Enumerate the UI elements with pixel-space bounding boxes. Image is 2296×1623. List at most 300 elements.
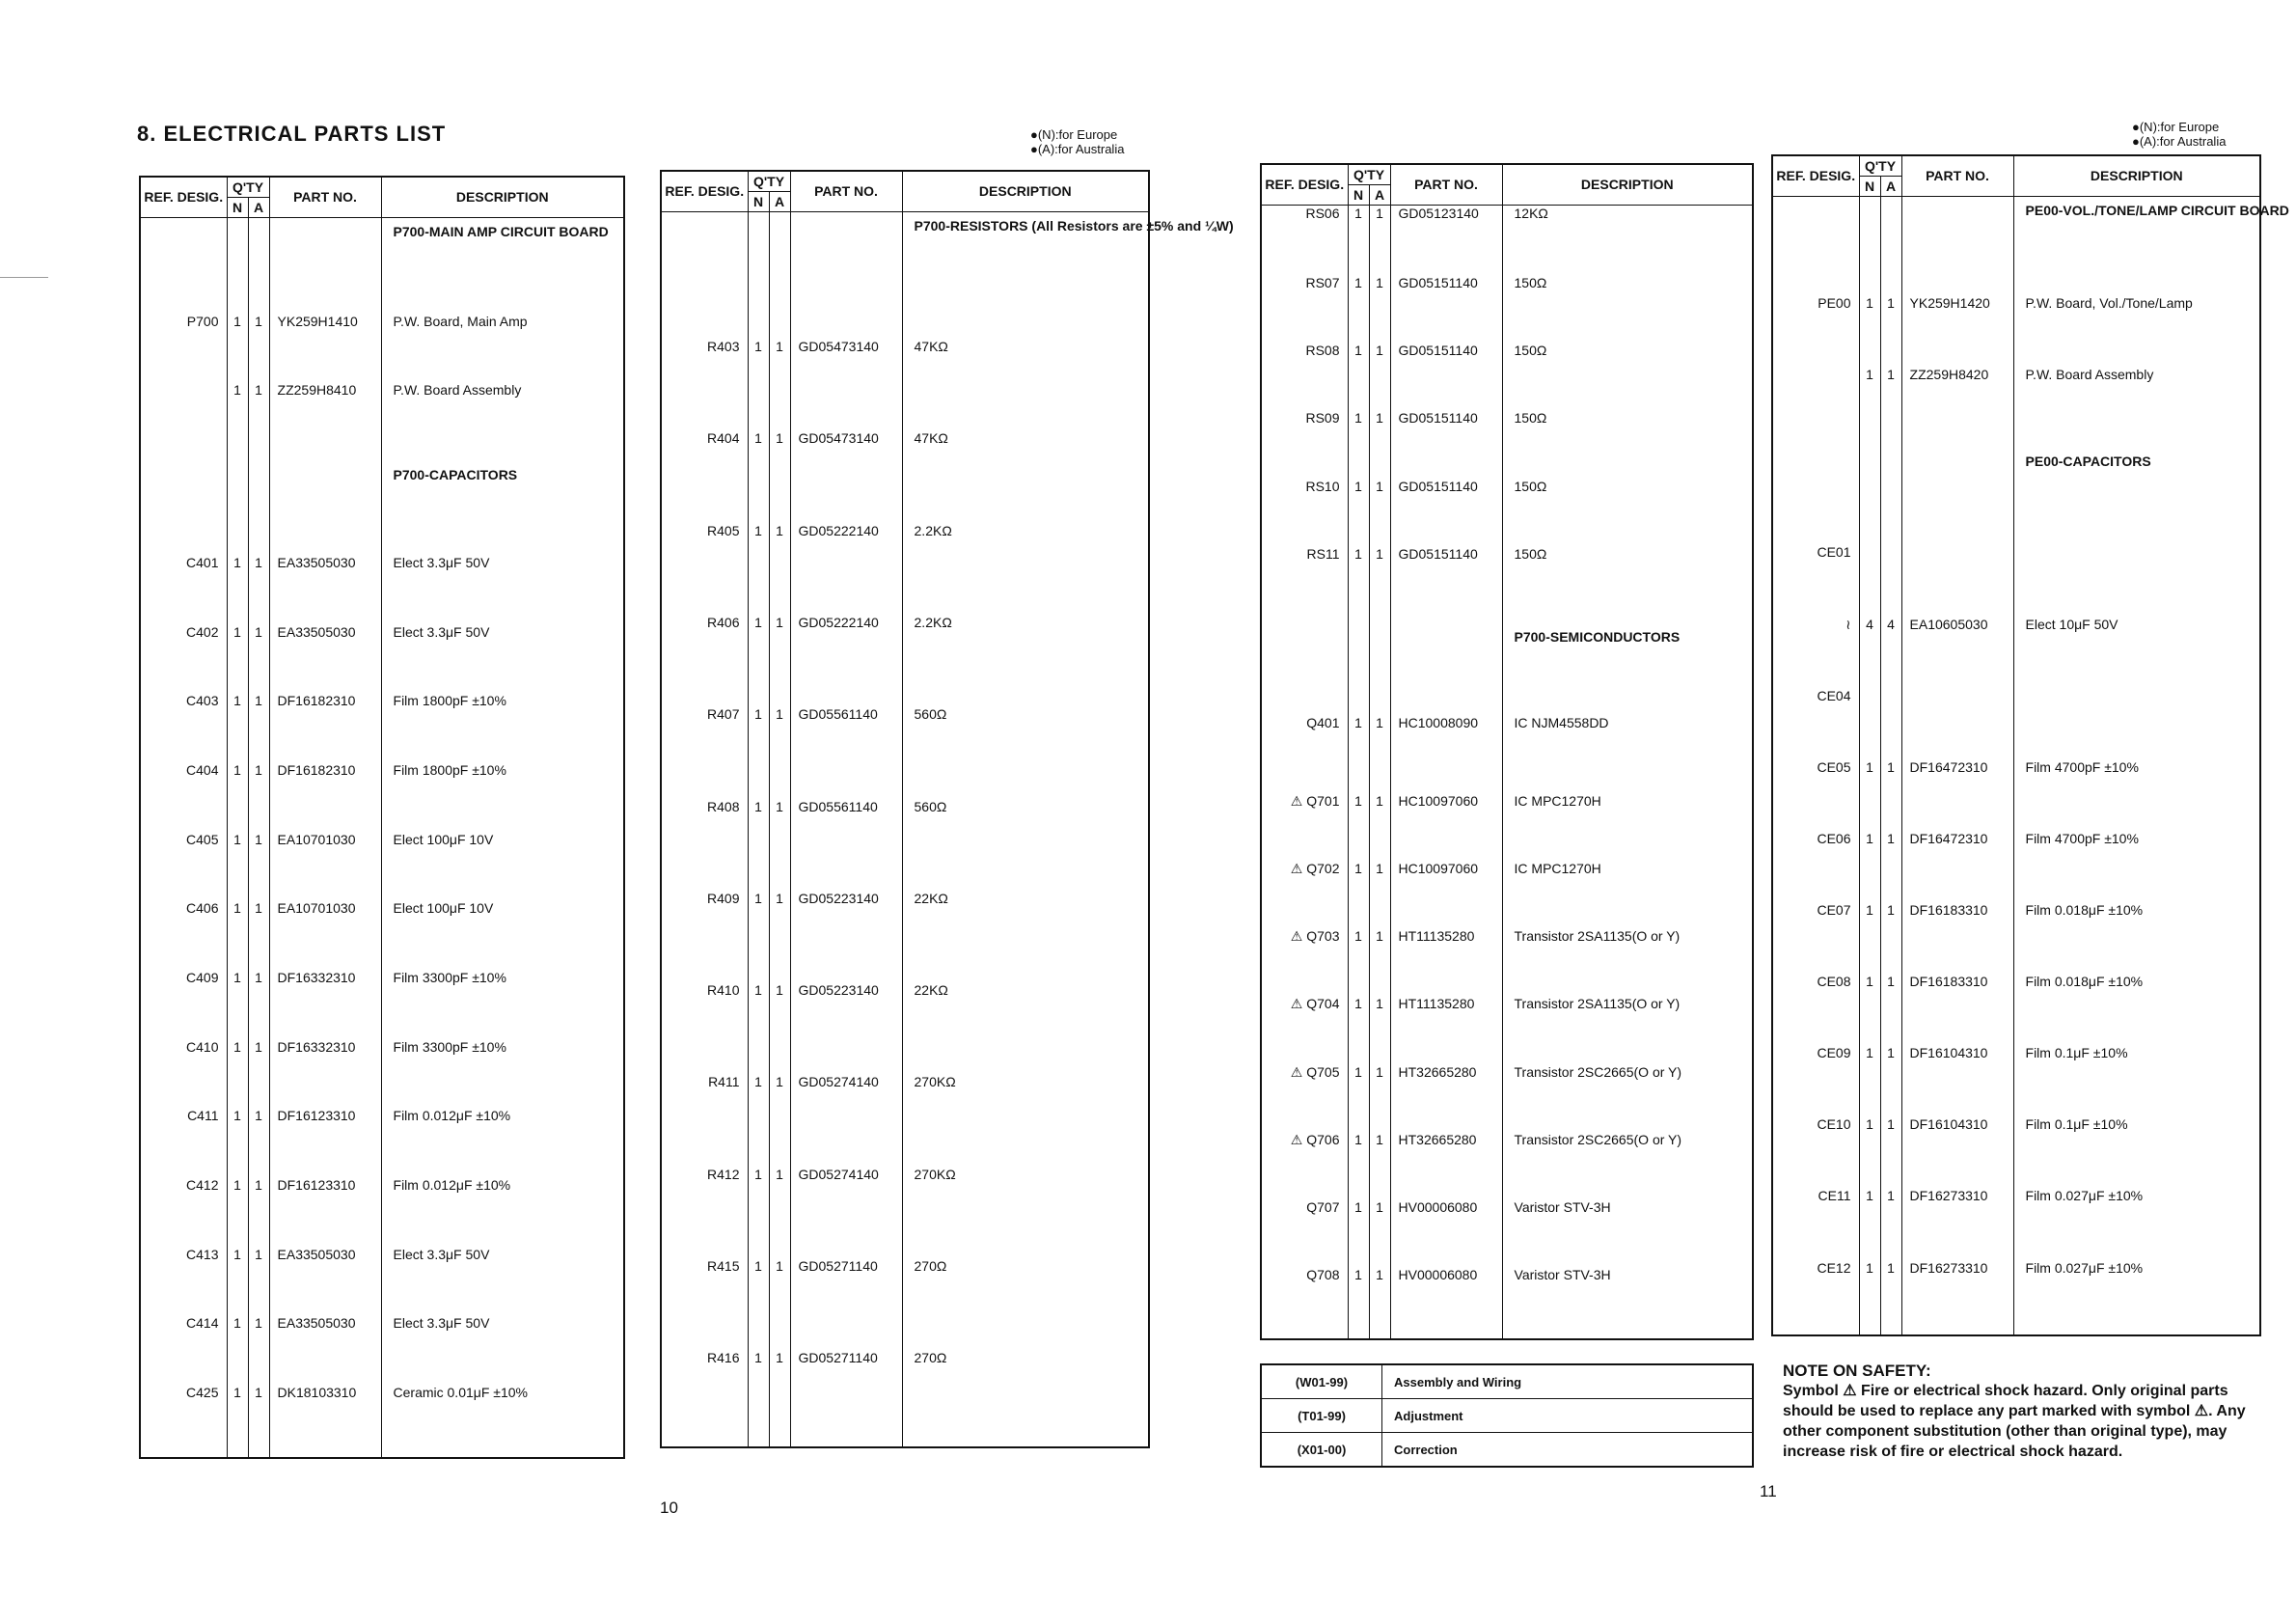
qty-n	[1859, 544, 1880, 616]
qty-a: 1	[248, 1108, 269, 1177]
table-row	[661, 1167, 1149, 1258]
filler-cell	[902, 1442, 1149, 1447]
qty-a: 1	[248, 314, 269, 383]
qty-a: 1	[1369, 1199, 1390, 1267]
ref-designator: ⚠ Q701	[1290, 792, 1340, 809]
table-row	[661, 615, 1149, 706]
ref-designator: CE11	[1818, 1188, 1851, 1204]
qty-a: 1	[248, 900, 269, 970]
ref-designator: C412	[186, 1176, 219, 1193]
description	[2013, 438, 2260, 448]
part-number: GD05151140	[1390, 275, 1502, 343]
ref-designator: R412	[707, 1166, 740, 1182]
part-number: DF16123310	[269, 1177, 381, 1247]
description: P700-SEMICONDUCTORS	[1502, 623, 1753, 715]
qty-n: 1	[1859, 974, 1880, 1045]
ref-designator: P700	[186, 313, 219, 329]
revision-label: Correction	[1382, 1433, 1754, 1468]
ref-designator: Q401	[1306, 715, 1340, 731]
table-row	[140, 1385, 624, 1454]
header-qty: Q'TY	[1859, 155, 1901, 177]
qty-a: 1	[769, 1074, 790, 1166]
filler-cell	[269, 1454, 381, 1458]
qty-n: 1	[227, 1315, 248, 1385]
part-number: HC10008090	[1390, 715, 1502, 783]
ref-designator: RS06	[1305, 206, 1340, 221]
table-row	[140, 1247, 624, 1316]
table-row	[140, 970, 624, 1039]
page-title: 8. ELECTRICAL PARTS LIST	[137, 122, 447, 146]
description: Transistor 2SA1135(O or Y)	[1502, 928, 1753, 996]
description	[1502, 784, 1753, 793]
header-desc: DESCRIPTION	[1502, 164, 1753, 206]
safety-text: Symbol ⚠ Fire or electrical shock hazard. Only original parts should be used to replace any part marked with symbol ⚠. Any other component substitution (other than original type), may increase risk of fire or electrical shock hazard.	[1783, 1383, 2246, 1460]
table-row	[1772, 974, 2260, 1045]
header-a: A	[769, 192, 790, 212]
description: 560Ω	[902, 706, 1149, 798]
header-a: A	[248, 198, 269, 218]
qty-a: 1	[248, 382, 269, 452]
part-number: GD05561140	[790, 799, 902, 891]
table-row	[1772, 1045, 2260, 1116]
description: 2.2KΩ	[902, 523, 1149, 615]
part-number: GD05223140	[790, 891, 902, 982]
description: 150Ω	[1502, 479, 1753, 546]
part-number: GD05271140	[790, 1258, 902, 1350]
qty-a: 1	[248, 832, 269, 901]
part-number: DF16332310	[269, 1039, 381, 1109]
ref-designator: CE09	[1817, 1045, 1851, 1061]
description: Varistor STV-3H	[1502, 1267, 1753, 1334]
qty-a	[1369, 614, 1390, 623]
description: Film 0.1μF ±10%	[2013, 1116, 2260, 1188]
qty-a: 1	[248, 555, 269, 624]
ref-designator: R409	[707, 890, 740, 906]
qty-a: 1	[1880, 831, 1901, 902]
table-row	[661, 799, 1149, 891]
qty-a: 1	[769, 1350, 790, 1442]
ref-designator: R408	[707, 798, 740, 814]
header-a: A	[1369, 185, 1390, 206]
table-row	[1261, 410, 1753, 478]
qty-a	[1369, 623, 1390, 715]
qty-a: 1	[769, 982, 790, 1074]
part-number: HC10097060	[1390, 793, 1502, 861]
table-filler	[1772, 1332, 2260, 1335]
revision-code: (T01-99)	[1261, 1399, 1382, 1433]
qty-n: 1	[748, 799, 769, 891]
table-row	[140, 314, 624, 383]
parts-table	[139, 176, 625, 1459]
ref-designator: Q707	[1306, 1199, 1340, 1216]
part-number: HV00006080	[1390, 1199, 1502, 1267]
part-number: GD05473140	[790, 339, 902, 430]
revision-code: (W01-99)	[1261, 1364, 1382, 1399]
part-number: DK18103310	[269, 1385, 381, 1454]
ref-designator	[1772, 367, 1859, 438]
description	[1502, 614, 1753, 623]
part-number	[1901, 544, 2013, 616]
filler-cell	[140, 1454, 227, 1458]
ref-designator	[1772, 197, 1859, 295]
ref-designator: ⚠ Q704	[1290, 996, 1340, 1012]
qty-n: 1	[1348, 275, 1369, 343]
safety-heading: NOTE ON SAFETY:	[1783, 1362, 1931, 1380]
revision-label: Adjustment	[1382, 1399, 1754, 1433]
qty-a: 1	[248, 1247, 269, 1316]
qty-n: 1	[1859, 831, 1880, 902]
qty-n: 1	[1348, 546, 1369, 614]
ref-designator: C410	[186, 1038, 219, 1055]
qty-a: 1	[248, 1039, 269, 1109]
qty-n: 1	[748, 1167, 769, 1258]
filler-cell	[381, 1454, 624, 1458]
header-ref: REF. DESIG.	[1772, 155, 1859, 197]
qty-a: 1	[248, 1177, 269, 1247]
qty-n: 1	[1348, 410, 1369, 478]
description: Film 4700pF ±10%	[2013, 759, 2260, 831]
ref-designator: RS11	[1306, 545, 1340, 562]
description: Elect 100μF 10V	[381, 900, 624, 970]
table-row	[1772, 759, 2260, 831]
part-number	[1390, 784, 1502, 793]
description: 22KΩ	[902, 982, 1149, 1074]
part-number: YK259H1410	[269, 314, 381, 383]
description: 12KΩ	[1502, 206, 1753, 275]
table-header-row	[1261, 164, 1753, 185]
section-heading-row	[140, 218, 624, 314]
description: Film 1800pF ±10%	[381, 762, 624, 832]
section-heading-row	[140, 461, 624, 555]
description: P.W. Board, Vol./Tone/Lamp	[2013, 295, 2260, 367]
qty-a: 1	[769, 799, 790, 891]
page-number-right: 11	[1760, 1482, 1777, 1500]
qty-n: 1	[748, 1258, 769, 1350]
revision-legend	[1260, 1363, 1754, 1468]
filler-cell	[661, 1442, 748, 1447]
table-row	[1772, 367, 2260, 438]
ref-designator	[140, 452, 227, 461]
qty-n: 1	[748, 523, 769, 615]
description: Film 0.1μF ±10%	[2013, 1045, 2260, 1116]
ref-designator: ⚠ Q702	[1290, 860, 1340, 876]
description: 22KΩ	[902, 891, 1149, 982]
row-gap	[140, 452, 624, 461]
part-number: DF16472310	[1901, 831, 2013, 902]
page-number-left: 10	[660, 1499, 678, 1517]
description: Elect 3.3μF 50V	[381, 1315, 624, 1385]
qty-n	[1348, 623, 1369, 715]
ref-designator: C414	[186, 1315, 219, 1332]
qty-a: 1	[248, 970, 269, 1039]
qty-n: 1	[1859, 759, 1880, 831]
table-row	[1261, 546, 1753, 614]
header-part: PART NO.	[790, 171, 902, 212]
part-number: GD05151140	[1390, 546, 1502, 614]
parts-table	[1260, 163, 1754, 1340]
qty-n: 1	[748, 891, 769, 982]
qty-n: 1	[1859, 902, 1880, 974]
table-row	[1772, 295, 2260, 367]
table-row	[140, 762, 624, 832]
description: P700-RESISTORS (All Resistors are ±5% and ¼W)	[902, 212, 1149, 340]
ref-designator: C405	[186, 831, 219, 847]
part-number: DF16332310	[269, 970, 381, 1039]
qty-a: 1	[769, 430, 790, 522]
table-row	[1261, 1199, 1753, 1267]
qty-a: 1	[1880, 1116, 1901, 1188]
parts-table	[660, 170, 1234, 1448]
part-number: GD05274140	[790, 1167, 902, 1258]
qty-n: 1	[227, 970, 248, 1039]
description	[2013, 688, 2260, 759]
header-n: N	[748, 192, 769, 212]
qty-n: 1	[227, 555, 248, 624]
qty-n: 1	[1348, 715, 1369, 783]
qty-a: 1	[1880, 1260, 1901, 1332]
note-europe: ●(N):for Europe	[2132, 120, 2220, 134]
table-row	[140, 1108, 624, 1177]
header-part: PART NO.	[1390, 164, 1502, 206]
qty-n: 1	[1348, 343, 1369, 410]
ref-designator: R415	[707, 1257, 740, 1274]
table-row	[1772, 1260, 2260, 1332]
table-row	[140, 832, 624, 901]
ref-designator: CE05	[1817, 758, 1851, 775]
description: P700-CAPACITORS	[381, 461, 624, 555]
qty-n: 1	[748, 982, 769, 1074]
ref-designator: RS09	[1305, 410, 1340, 426]
row-gap	[1772, 438, 2260, 448]
ref-designator	[661, 212, 748, 340]
section-heading-row	[661, 212, 1149, 340]
header-ref: REF. DESIG.	[661, 171, 748, 212]
qty-a: 1	[248, 693, 269, 762]
qty-a: 1	[248, 1315, 269, 1385]
description: Film 3300pF ±10%	[381, 970, 624, 1039]
description: Film 0.018μF ±10%	[2013, 974, 2260, 1045]
ref-designator	[140, 218, 227, 314]
part-number: EA33505030	[269, 555, 381, 624]
revision-row	[1261, 1433, 1753, 1468]
ref-designator: PE00	[1818, 294, 1851, 311]
ref-designator: C404	[186, 761, 219, 778]
ref-designator: C411	[187, 1108, 219, 1124]
ref-designator	[1772, 438, 1859, 448]
qty-n: 1	[227, 693, 248, 762]
qty-a	[1369, 784, 1390, 793]
part-number: EA10701030	[269, 900, 381, 970]
part-number: GD05223140	[790, 982, 902, 1074]
qty-n: 1	[1348, 928, 1369, 996]
table-row	[661, 430, 1149, 522]
header-desc: DESCRIPTION	[381, 177, 624, 218]
ref-designator: C425	[186, 1384, 219, 1400]
qty-n: 1	[227, 762, 248, 832]
description: Film 3300pF ±10%	[381, 1039, 624, 1109]
table-row	[1772, 1116, 2260, 1188]
table-row	[140, 555, 624, 624]
row-gap	[1261, 784, 1753, 793]
qty-a: 1	[248, 1385, 269, 1454]
table-row	[140, 382, 624, 452]
part-number	[269, 218, 381, 314]
ref-designator: ≀	[1845, 616, 1851, 632]
qty-a: 1	[1880, 974, 1901, 1045]
qty-n	[1859, 438, 1880, 448]
header-part: PART NO.	[269, 177, 381, 218]
qty-a	[769, 212, 790, 340]
part-number: DF16183310	[1901, 974, 2013, 1045]
qty-a	[1880, 688, 1901, 759]
qty-a	[1880, 197, 1901, 295]
qty-n: 1	[227, 1177, 248, 1247]
qty-n: 1	[1859, 1188, 1880, 1259]
qty-n: 1	[1348, 793, 1369, 861]
part-number: GD05151140	[1390, 479, 1502, 546]
ref-designator	[1261, 614, 1348, 623]
table-row	[1772, 831, 2260, 902]
table-row	[140, 1315, 624, 1385]
header-n: N	[1859, 177, 1880, 197]
ref-designator: R406	[707, 614, 740, 630]
table-row	[661, 891, 1149, 982]
ref-designator	[140, 461, 227, 555]
part-number: GD05151140	[1390, 410, 1502, 478]
table-row	[1261, 1132, 1753, 1199]
ref-designator: C401	[186, 554, 219, 570]
qty-a: 1	[1880, 902, 1901, 974]
table-row	[661, 1074, 1149, 1166]
ref-designator: C402	[186, 623, 219, 640]
description: Film 0.012μF ±10%	[381, 1177, 624, 1247]
qty-n: 1	[1348, 861, 1369, 928]
table-row	[1772, 544, 2260, 616]
qty-a: 1	[1369, 546, 1390, 614]
description: Film 0.027μF ±10%	[2013, 1260, 2260, 1332]
header-n: N	[227, 198, 248, 218]
note-europe: ●(N):for Europe	[1030, 127, 1118, 142]
ref-designator: R410	[707, 982, 740, 999]
qty-n	[1859, 197, 1880, 295]
qty-a: 1	[1880, 1045, 1901, 1116]
part-number: DF16273310	[1901, 1260, 2013, 1332]
ref-designator: CE08	[1817, 974, 1851, 990]
part-number: GD05151140	[1390, 343, 1502, 410]
description: P700-MAIN AMP CIRCUIT BOARD	[381, 218, 624, 314]
table-header-row	[661, 171, 1149, 192]
part-number: HT32665280	[1390, 1132, 1502, 1199]
qty-a	[1880, 438, 1901, 448]
ref-designator: R404	[707, 430, 740, 447]
description: IC NJM4558DD	[1502, 715, 1753, 783]
part-number: GD05561140	[790, 706, 902, 798]
description: 270Ω	[902, 1350, 1149, 1442]
ref-designator: ⚠ Q705	[1290, 1063, 1340, 1080]
ref-designator: CE07	[1817, 901, 1851, 918]
region-note-left	[1030, 127, 1124, 156]
note-australia: ●(A):for Australia	[2132, 134, 2227, 149]
part-number: GD05473140	[790, 430, 902, 522]
part-number: YK259H1420	[1901, 295, 2013, 367]
description: 47KΩ	[902, 430, 1149, 522]
table-header-row	[140, 177, 624, 198]
header-desc: DESCRIPTION	[2013, 155, 2260, 197]
qty-n	[1348, 614, 1369, 623]
table-row	[1261, 206, 1753, 275]
qty-n: 1	[1859, 1260, 1880, 1332]
ref-designator: CE06	[1817, 830, 1851, 846]
part-number: EA33505030	[269, 1315, 381, 1385]
part-number: EA33505030	[269, 1247, 381, 1316]
description: 150Ω	[1502, 343, 1753, 410]
safety-note	[1783, 1361, 2265, 1462]
ref-designator: ⚠ Q703	[1290, 928, 1340, 945]
qty-n: 1	[227, 1039, 248, 1109]
qty-a: 1	[248, 624, 269, 694]
table-row	[1261, 343, 1753, 410]
filler-cell	[1261, 1335, 1348, 1339]
qty-n: 1	[1348, 479, 1369, 546]
ref-designator: Q708	[1306, 1267, 1340, 1283]
table-row	[661, 523, 1149, 615]
part-number: DF16104310	[1901, 1045, 2013, 1116]
ref-designator	[1772, 448, 1859, 544]
part-number: DF16273310	[1901, 1188, 2013, 1259]
description: Ceramic 0.01μF ±10%	[381, 1385, 624, 1454]
filler-cell	[248, 1454, 269, 1458]
table-filler	[140, 1454, 624, 1458]
description: PE00-CAPACITORS	[2013, 448, 2260, 544]
qty-n: 1	[748, 1350, 769, 1442]
qty-n	[1859, 448, 1880, 544]
qty-a: 1	[1369, 479, 1390, 546]
table-row	[140, 1177, 624, 1247]
ref-designator: C409	[186, 969, 219, 985]
table-filler	[661, 1442, 1149, 1447]
description: P.W. Board, Main Amp	[381, 314, 624, 383]
ref-designator: RS08	[1305, 343, 1340, 359]
ref-designator: C413	[186, 1246, 219, 1262]
table-row	[1261, 1267, 1753, 1334]
description: 560Ω	[902, 799, 1149, 891]
table-row	[1772, 902, 2260, 974]
filler-cell	[1880, 1332, 1901, 1335]
ref-designator: R411	[708, 1074, 740, 1090]
table-row	[1261, 996, 1753, 1063]
filler-cell	[1901, 1332, 2013, 1335]
table-row	[140, 1039, 624, 1109]
description: Elect 3.3μF 50V	[381, 624, 624, 694]
description: Varistor STV-3H	[1502, 1199, 1753, 1267]
qty-n: 1	[227, 1108, 248, 1177]
ref-designator: R416	[707, 1350, 740, 1366]
table-row	[140, 900, 624, 970]
qty-n: 1	[227, 382, 248, 452]
part-number: HT32665280	[1390, 1064, 1502, 1132]
qty-a: 1	[1369, 861, 1390, 928]
header-n: N	[1348, 185, 1369, 206]
qty-n	[748, 212, 769, 340]
description: Transistor 2SC2665(O or Y)	[1502, 1132, 1753, 1199]
description: 270KΩ	[902, 1167, 1149, 1258]
parts-table	[1771, 154, 2289, 1336]
qty-n: 1	[1859, 367, 1880, 438]
table-row	[1261, 1064, 1753, 1132]
part-number: EA33505030	[269, 624, 381, 694]
part-number: GD05123140	[1390, 206, 1502, 275]
description: Film 1800pF ±10%	[381, 693, 624, 762]
